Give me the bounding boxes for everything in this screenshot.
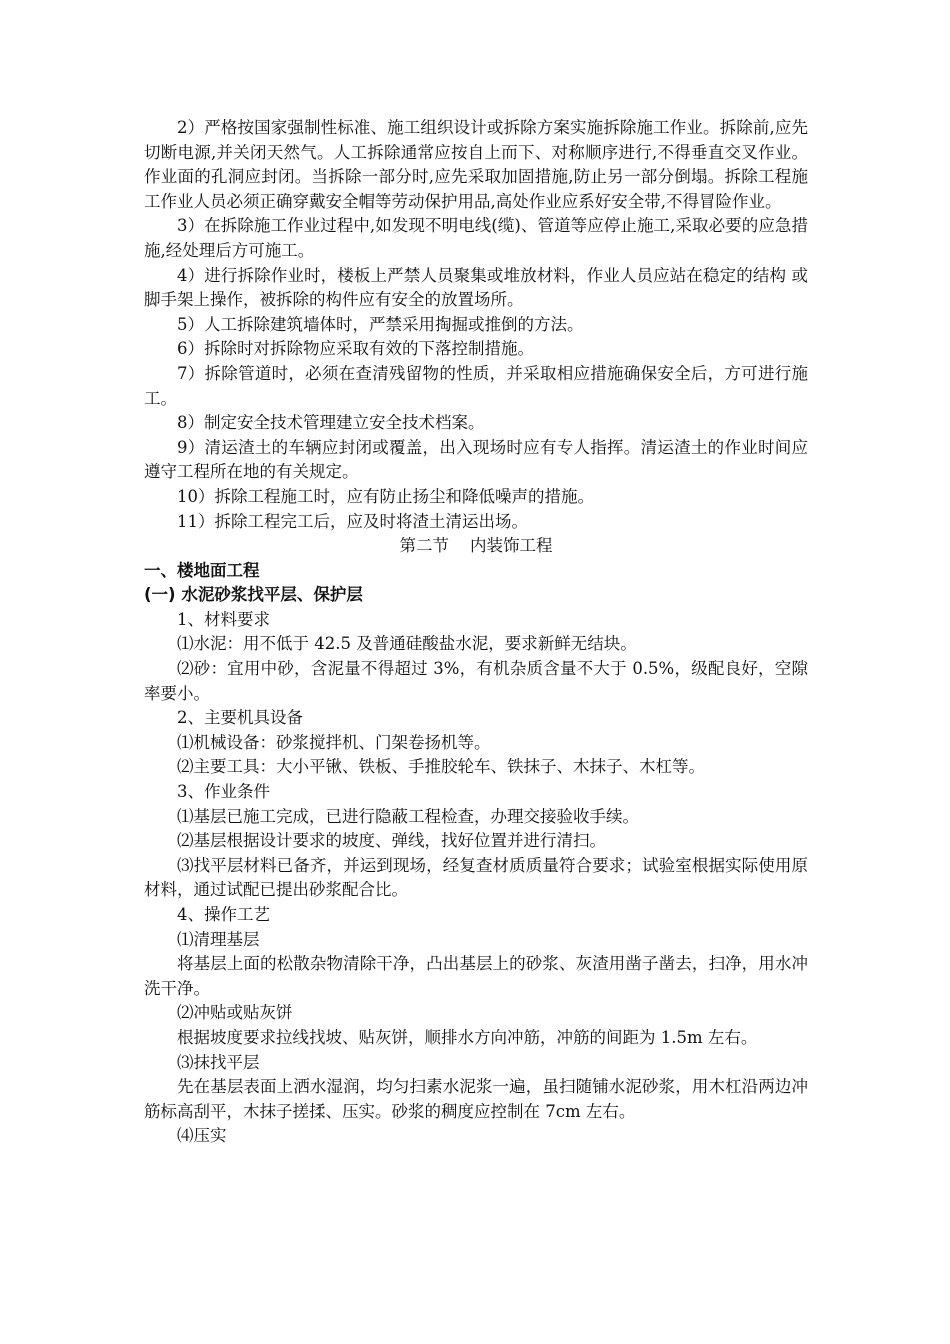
paragraph-step-2-title: ⑵冲贴或贴灰饼 bbox=[177, 1003, 293, 1023]
paragraph-demolition-3: 3）在拆除施工作业过程中,如发现不明电线(缆)、管道等应停止施工,采取必要的应急措施,经处理后方可施工。 bbox=[144, 216, 808, 260]
paragraph-step-1-body: 将基层上面的松散杂物清除干净，凸出基层上的砂浆、灰渣用凿子凿去，扫净，用水冲洗干净。 bbox=[144, 954, 808, 998]
paragraph-condition-3: ⑶找平层材料已备齐，并运到现场，经复查材质质量符合要求；试验室根据实际使用原材料，通过试配已提出砂浆配合比。 bbox=[144, 855, 808, 900]
paragraph-step-3-body: 先在基层表面上洒水湿润，均匀扫素水泥浆一遍，虽扫随铺水泥砂浆，用木杠沿两边冲筋标高刮平，木抹子搓揉、压实。砂浆的稠度应控制在 7cm 左右。 bbox=[144, 1077, 808, 1121]
paragraph-demolition-6: 6）拆除时对拆除物应采取有效的下落控制措施。 bbox=[177, 339, 534, 359]
item-process: 4、操作工艺 bbox=[177, 905, 270, 924]
paragraph-demolition-9: 9）清运渣土的车辆应封闭或覆盖，出入现场时应有专人指挥。清运渣土的作业时间应遵守工程所在地的有关规定。 bbox=[144, 437, 808, 482]
paragraph-step-3-title: ⑶抹找平层 bbox=[177, 1052, 260, 1072]
paragraph-tools: ⑵主要工具：大小平锹、铁板、手推胶轮车、铁抹子、木抹子、木杠等。 bbox=[177, 757, 705, 777]
paragraph-demolition-5: 5）人工拆除建筑墙体时，严禁采用掏掘或推倒的方法。 bbox=[177, 314, 584, 334]
item-material-requirements: 1、材料要求 bbox=[177, 609, 270, 629]
paragraph-demolition-8: 8）制定安全技术管理建立安全技术档案。 bbox=[177, 413, 485, 433]
paragraph-condition-1: ⑴基层已施工完成，已进行隐蔽工程检查，办理交接验收手续。 bbox=[177, 806, 639, 826]
item-equipment: 2、主要机具设备 bbox=[177, 708, 303, 728]
paragraph-demolition-4: 4）进行拆除作业时，楼板上严禁人员聚集或堆放材料，作业人员应站在稳定的结构 或脚手架上操作，被拆除的构件应有安全的放置场所。 bbox=[144, 265, 808, 310]
paragraph-step-4-title: ⑷压实 bbox=[177, 1126, 227, 1146]
paragraph-demolition-2: 2）严格按国家强制性标准、施工组织设计或拆除方案实施拆除施工作业。拆除前,应先切断电源,并关闭天然气。人工拆除通常应按自上而下、对称顺序进行,不得垂直交叉作业。作业面的孔洞应封闭。当拆除一部分时,应先采取加固措施,防止另一部分倒塌。拆除工程施工作业人员必须正确穿戴安全帽等劳动保护用品,高处作业应系好安全带,不得冒险作业。 bbox=[144, 118, 808, 211]
paragraph-sand: ⑵砂：宜用中砂，含泥量不得超过 3%，有机杂质含量不大于 0.5%，级配良好，空隙率要小。 bbox=[144, 659, 808, 703]
heading-floor-works: 一、楼地面工程 bbox=[144, 560, 260, 580]
paragraph-demolition-7: 7）拆除管道时，必须在查清残留物的性质，并采取相应措施确保安全后，方可进行施工。 bbox=[144, 363, 808, 408]
paragraph-demolition-10: 10）拆除工程施工时，应有防止扬尘和降低噪声的措施。 bbox=[177, 486, 594, 506]
paragraph-step-1-title: ⑴清理基层 bbox=[177, 929, 260, 949]
section-title: 第二节 内装饰工程 bbox=[399, 536, 553, 556]
paragraph-cement: ⑴水泥：用不低于 42.5 及普通硅酸盐水泥，要求新鲜无结块。 bbox=[177, 634, 637, 654]
paragraph-step-2-body: 根据坡度要求拉线找坡、贴灰饼，顺排水方向冲筋，冲筋的间距为 1.5m 左右。 bbox=[177, 1027, 758, 1047]
paragraph-condition-2: ⑵基层根据设计要求的坡度、弹线，找好位置并进行清扫。 bbox=[177, 831, 606, 851]
paragraph-demolition-11: 11）拆除工程完工后，应及时将渣土清运出场。 bbox=[177, 511, 528, 531]
item-work-conditions: 3、作业条件 bbox=[177, 782, 270, 802]
subheading-cement-mortar: (一) 水泥砂浆找平层、保护层 bbox=[144, 585, 363, 605]
paragraph-machinery: ⑴机械设备：砂浆搅拌机、门架卷扬机等。 bbox=[177, 732, 491, 752]
